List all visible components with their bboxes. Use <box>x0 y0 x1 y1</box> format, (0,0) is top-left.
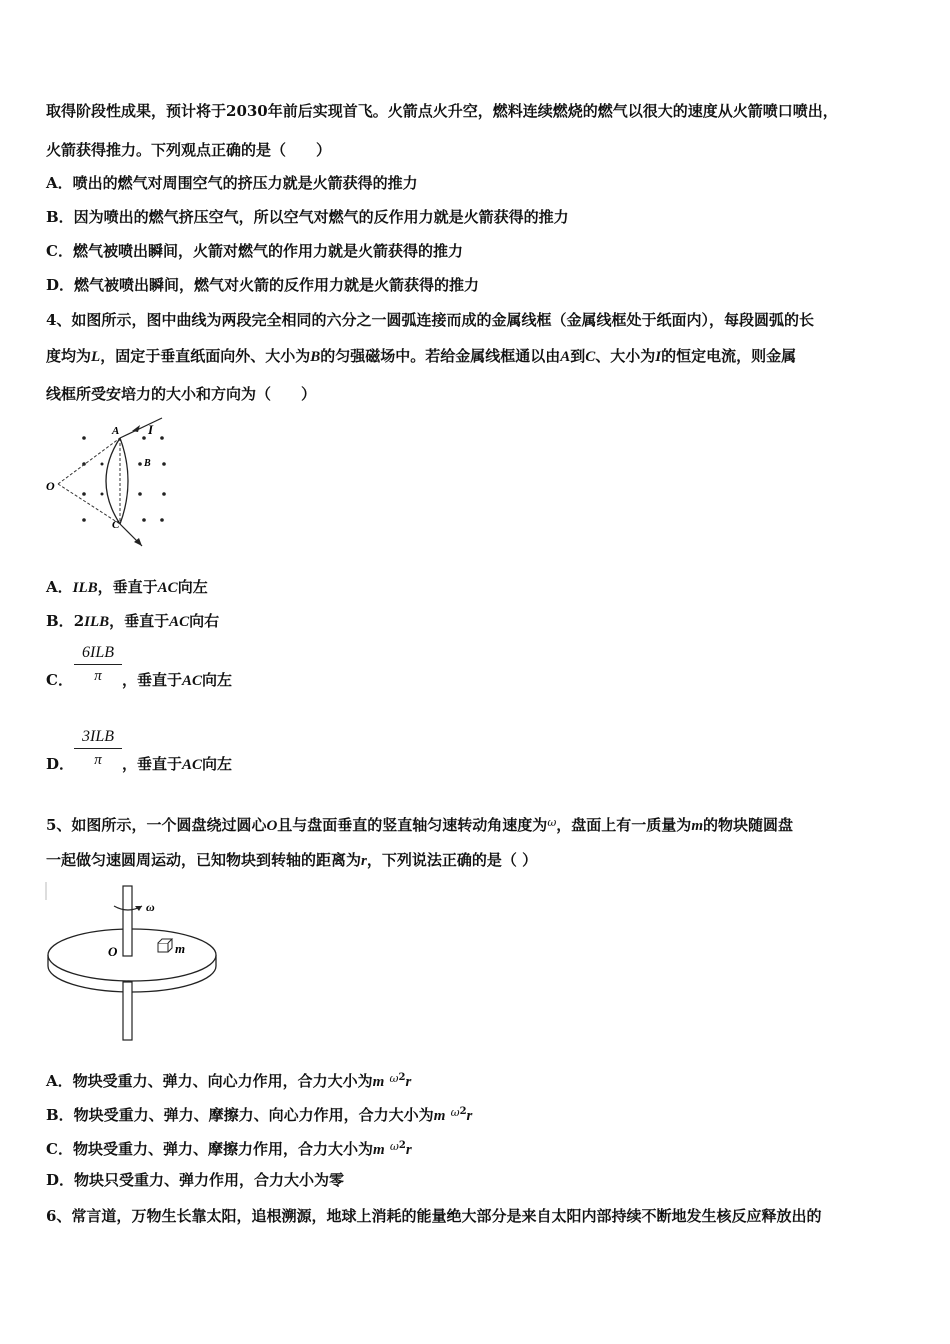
q6-stem-line1: 6、常言道，万物生长靠太阳，追根溯源，地球上消耗的能量绝大部分是来自太阳内部持续不断地发生核反应释放出的 <box>46 1207 822 1225</box>
q4-option-c-label: C． <box>46 671 73 689</box>
q4-option-c-text: ，垂直于AC向左 <box>122 671 233 689</box>
q5-figure-label-m: m <box>175 941 186 956</box>
q5-figure-label-omega: ω <box>146 900 155 914</box>
q3-option-a: A．喷出的燃气对周围空气的挤压力就是火箭获得的推力 <box>46 174 418 192</box>
q5-option-b: B．物块受重力、弹力、摩擦力、向心力作用，合力大小为m $^{\omega 2}$r <box>46 1106 473 1124</box>
q4-option-d-label: D． <box>46 755 75 773</box>
q4-option-a: A．ILB，垂直于AC向左 <box>46 578 208 596</box>
q3-stem-line2: 火箭获得推力。下列观点正确的是（ ） <box>46 141 332 159</box>
q3-option-c: C．燃气被喷出瞬间，火箭对燃气的作用力就是火箭获得的推力 <box>46 242 463 260</box>
q4-option-b: B．2ILB，垂直于AC向右 <box>46 612 220 630</box>
q5-option-c: C．物块受重力、弹力、摩擦力作用，合力大小为m $^{\omega 2}$r <box>46 1140 412 1158</box>
q3-option-b: B．因为喷出的燃气挤压空气，所以空气对燃气的反作用力就是火箭获得的推力 <box>46 208 569 226</box>
q4-stem-line3: 线框所受安培力的大小和方向为（ ） <box>46 385 317 403</box>
q4-figure-magnetic-field <box>44 416 174 551</box>
q5-stem-line2: 一起做匀速圆周运动，已知物块到转轴的距离为r，下列说法正确的是（ ） <box>46 851 538 869</box>
q4-figure-label-b: B <box>144 458 151 469</box>
q3-option-d: D．燃气被喷出瞬间，燃气对火箭的反作用力就是火箭获得的推力 <box>46 276 480 294</box>
q4-figure-label-i: I <box>148 422 154 437</box>
q4-option-d-fraction: 3ILB π <box>74 727 122 770</box>
q4-stem-line1: 4、如图所示，图中曲线为两段完全相同的六分之一圆弧连接而成的金属线框（金属线框处于纸面内），每段圆弧的长 <box>46 311 814 329</box>
q5-option-a: A．物块受重力、弹力、向心力作用，合力大小为m $^{\omega 2}$r <box>46 1072 412 1090</box>
q4-figure-label-c: C <box>112 519 120 531</box>
q4-figure-label-a: A <box>112 425 120 437</box>
q5-option-d: D．物块只受重力、弹力作用，合力大小为零 <box>46 1171 345 1189</box>
q5-figure-rotating-disk <box>44 880 224 1045</box>
q5-stem-line1: 5、如图所示，一个圆盘绕过圆心O且与盘面垂直的竖直轴匀速转动角速度为$^\omega$，盘面上有一质量为m的物块随圆盘 <box>46 816 793 834</box>
q4-stem-line2: 度均为L，固定于垂直纸面向外、大小为B的匀强磁场中。若给金属线框通以由A到C、大小为I的恒定电流，则金属 <box>46 347 797 365</box>
q5-figure-label-o: O <box>108 944 118 959</box>
q3-stem-line1: 取得阶段性成果，预计将于2030年前后实现首飞。火箭点火升空，燃料连续燃烧的燃气以很大的速度从火箭喷口喷出， <box>46 102 838 120</box>
q4-option-c-fraction: 6ILB π <box>74 643 122 686</box>
q4-option-d-text: ，垂直于AC向左 <box>122 755 233 773</box>
q4-figure-label-o: O <box>46 479 55 493</box>
